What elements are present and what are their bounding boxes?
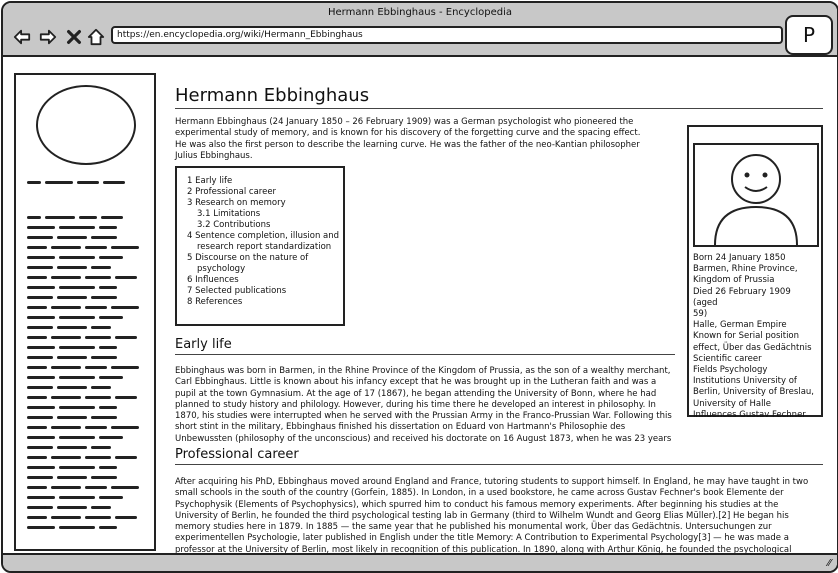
sidebar-scribble [99, 436, 123, 439]
sidebar-scribble [27, 366, 47, 369]
sidebar-scribble [27, 386, 53, 389]
sidebar-scribble [91, 446, 111, 449]
infobox-line: Kingdom of Prussia [693, 275, 775, 286]
sidebar-scribble [99, 376, 123, 379]
section-text-early-life: Ebbinghaus was born in Barmen, in the Rhine Province of the Kingdom of Prussia, as the son of a wealthy merchant, Carl Ebbinghaus. Little is known about his infancy except that he was brought up in the Lutheran faith and was a pupil at the town Gymnasium. At the age of 17 (1867), he began attending the University of Bonn, where he had planned to study history and philology. However, during his time there he developed an interest in philosophy. In 1870, his studies were interrupted when he served with the Prussian Army in the Franco-Prussian War. Following this short stint in the military, Ebbinghaus finished his dissertation on Eduard von Hartmann's Philosophie des Unbewussten (philosophy of the unconscious) and received his doctorate on 16 August 1873, when he was 23 years [175, 366, 672, 444]
sidebar-scribble [27, 316, 55, 319]
sidebar-scribble [27, 416, 53, 419]
toc-item[interactable]: 1 Early life [187, 176, 233, 186]
sidebar-scribble [91, 476, 117, 479]
sidebar-scribble [59, 496, 95, 499]
sidebar-scribble [59, 286, 95, 289]
sidebar-scribble [85, 396, 111, 399]
sidebar-scribble [27, 476, 53, 479]
sidebar-scribble [51, 336, 81, 339]
sidebar-scribble [27, 446, 53, 449]
sidebar-scribble [27, 296, 53, 299]
sidebar-scribble [85, 276, 111, 279]
toc-item[interactable]: 3 Research on memory [187, 198, 286, 208]
sidebar-scribble [57, 356, 87, 359]
sidebar-scribble [27, 516, 47, 519]
sidebar-scribble [27, 181, 41, 184]
sidebar-scribble [27, 266, 53, 269]
infobox-line: Known for Serial position [693, 331, 800, 342]
toc-item[interactable]: 2 Professional career [187, 187, 277, 197]
sidebar-scribble [91, 416, 117, 419]
sidebar-scribble [85, 486, 107, 489]
infobox-line: effect, Über das Gedächtnis [693, 342, 812, 353]
sidebar-scribble [27, 376, 55, 379]
resize-grip-icon[interactable]: ⁄⁄ [827, 558, 831, 569]
page-title: Hermann Ebbinghaus [175, 85, 823, 109]
sidebar-scribble [115, 516, 137, 519]
sidebar-scribble [51, 246, 81, 249]
home-icon[interactable] [87, 27, 105, 47]
sidebar-scribble [57, 506, 87, 509]
sidebar-scribble [59, 436, 95, 439]
section-heading-early-life: Early life [175, 337, 675, 355]
url-input[interactable]: https://en.encyclopedia.org/wiki/Hermann_Ebbinghaus [111, 26, 783, 44]
infobox-line: Scientific career [693, 353, 762, 364]
sidebar-scribble [85, 306, 107, 309]
sidebar-scribble [27, 506, 53, 509]
status-bar [3, 553, 837, 573]
sidebar-scribble [57, 326, 87, 329]
sidebar-scribble [91, 506, 111, 509]
sidebar-scribble [57, 386, 87, 389]
intro-paragraph: Hermann Ebbinghaus (24 January 1850 – 26 February 1909) was a German psychologist who pioneered the experimental study of memory, and is known for his discovery of the forgetting curve and the spacing effect. He was also the first person to describe the learning curve. He was the father of the neo-Kantian philosopher Julius Ebbinghaus. [175, 117, 641, 161]
sidebar-scribble [27, 246, 47, 249]
sidebar-scribble [27, 216, 41, 219]
infobox-line: Halle, German Empire [693, 320, 787, 331]
sidebar-scribble [59, 256, 95, 259]
sidebar-scribble [99, 466, 117, 469]
sidebar-scribble [99, 316, 123, 319]
sidebar-scribble [115, 336, 137, 339]
back-icon[interactable] [13, 27, 31, 47]
sidebar-scribble [27, 226, 55, 229]
sidebar-scribble [91, 356, 117, 359]
sidebar-scribble [99, 496, 123, 499]
sidebar-scribble [27, 526, 55, 529]
sidebar-scribble [85, 456, 111, 459]
sidebar-scribble [45, 216, 75, 219]
sidebar-scribble [103, 181, 125, 184]
sidebar-scribble [101, 216, 123, 219]
sidebar-scribble [99, 406, 117, 409]
sidebar-scribble [77, 181, 99, 184]
sidebar-scribble [115, 456, 137, 459]
browser-window [1, 1, 838, 573]
sidebar-scribble [27, 286, 55, 289]
toc-item[interactable]: 5 Discourse on the nature of [187, 253, 309, 263]
sidebar-scribble [115, 276, 137, 279]
sidebar-scribble [27, 486, 47, 489]
sidebar-scribble [99, 526, 117, 529]
sidebar-scribble [57, 476, 87, 479]
portrait-placeholder [693, 143, 819, 247]
sidebar-scribble [51, 516, 81, 519]
sidebar-scribble [59, 406, 95, 409]
infobox-line: Barmen, Rhine Province, [693, 264, 798, 275]
infobox-details [693, 253, 817, 421]
sidebar-scribble [27, 396, 47, 399]
toc-item[interactable]: 4 Sentence completion, illusion and [187, 231, 340, 241]
sidebar-scribble [51, 426, 81, 429]
sidebar-scribble [27, 456, 47, 459]
toc-item[interactable]: 3.2 Contributions [197, 220, 271, 230]
profile-button[interactable]: P [785, 15, 833, 55]
table-of-contents [175, 166, 345, 326]
infobox-line: Fields Psychology [693, 365, 768, 376]
sidebar-scribble [99, 346, 117, 349]
sidebar-scribble [51, 396, 81, 399]
toc-item[interactable]: 8 References [187, 297, 243, 307]
sidebar-scribble [27, 306, 47, 309]
sidebar-scribble [91, 236, 117, 239]
toc-item[interactable]: 6 Influences [187, 275, 239, 285]
sidebar-scribble [85, 426, 107, 429]
sidebar-scribble [51, 456, 81, 459]
page-content [3, 57, 837, 553]
sidebar-scribble [57, 416, 87, 419]
sidebar-scribble [51, 366, 81, 369]
sidebar-scribble [27, 256, 55, 259]
sidebar-scribble [27, 346, 55, 349]
toc-item[interactable]: 3.1 Limitations [197, 209, 261, 219]
sidebar-scribble [59, 226, 95, 229]
sidebar-scribble [111, 366, 139, 369]
infobox [687, 125, 823, 420]
sidebar-scribble [27, 276, 47, 279]
infobox-line: Berlin, University of Breslau, [693, 387, 815, 398]
sidebar-scribble [111, 246, 139, 249]
sidebar-scribble [27, 426, 47, 429]
sidebar-scribble [85, 336, 111, 339]
sidebar-scribble [91, 386, 111, 389]
infobox-line: Influences Gustav Fechner [693, 409, 806, 420]
person-icon [695, 145, 817, 245]
browser-toolbar [3, 23, 837, 57]
sidebar-scribble [91, 296, 117, 299]
infobox-line: 59) [693, 309, 708, 320]
sidebar [14, 73, 156, 551]
sidebar-scribble [51, 276, 81, 279]
sidebar-scribble [51, 306, 81, 309]
sidebar-scribble [59, 466, 95, 469]
sidebar-scribble [45, 181, 73, 184]
sidebar-scribble [85, 366, 107, 369]
toc-item[interactable]: research report standardization [197, 242, 332, 252]
sidebar-scribble [59, 526, 95, 529]
infobox-line: Born 24 January 1850 [693, 253, 786, 263]
infobox-line: Institutions University of [693, 376, 797, 387]
sidebar-scribble [59, 376, 95, 379]
sidebar-scribble [79, 216, 97, 219]
sidebar-scribble [91, 326, 111, 329]
sidebar-scribble [59, 316, 95, 319]
section-heading-professional-career: Professional career [175, 447, 823, 465]
sidebar-scribble [27, 466, 55, 469]
sidebar-scribble [27, 236, 53, 239]
forward-icon[interactable] [39, 27, 57, 47]
sidebar-scribble [57, 236, 87, 239]
sidebar-scribble [57, 296, 87, 299]
sidebar-scribble [27, 336, 47, 339]
toc-item[interactable]: psychology [197, 264, 246, 274]
sidebar-scribble [85, 246, 107, 249]
sidebar-scribble [99, 256, 123, 259]
sidebar-scribble [59, 346, 95, 349]
sidebar-scribble [27, 406, 55, 409]
sidebar-scribble [27, 436, 55, 439]
toc-item[interactable]: 7 Selected publications [187, 286, 287, 296]
stop-icon[interactable] [65, 27, 83, 47]
sidebar-scribble [115, 396, 137, 399]
sidebar-scribble [111, 426, 139, 429]
sidebar-scribble [57, 266, 87, 269]
sidebar-scribble [99, 286, 117, 289]
section-text-professional-career: After acquiring his PhD, Ebbinghaus moved around England and France, tutoring students to support himself. In England, he may have taught in two small schools in the south of the country (Gorfein, 1885). In London, in a used bookstore, he came across Gustav Fechner's book Elemente der Psychophysik (Elements of Psychophysics), which spurred him to conduct his famous memory experiments. After beginning his studies at the University of Berlin, he founded the third psychological testing lab in Germany (third to Wilhelm Wundt and Georg Elias Müller).[2] He began his memory studies here in 1879. In 1885 — the same year that he published his monumental work, Über das Gedächtnis. Untersuchungen zur experimentellen Psychologie, later published in English under the title Memory: A Contribution to Experimental Psychology[3] — he was made a professor at the University of Berlin, most likely in recognition of this publication. In 1890, along with Arthur König, he founded the psychological [175, 477, 809, 553]
sidebar-scribble [111, 306, 139, 309]
infobox-line: University of Halle [693, 398, 772, 409]
sidebar-scribble [111, 486, 139, 489]
sidebar-scribble [99, 226, 117, 229]
window-title: Hermann Ebbinghaus - Encyclopedia [3, 3, 837, 23]
infobox-line: Died 26 February 1909 (aged [693, 286, 791, 308]
site-logo [36, 85, 136, 165]
sidebar-scribble [27, 356, 53, 359]
sidebar-scribble [27, 496, 55, 499]
sidebar-scribble [51, 486, 81, 489]
sidebar-scribble [91, 266, 111, 269]
sidebar-scribble [85, 516, 111, 519]
sidebar-scribble [57, 446, 87, 449]
sidebar-scribble [27, 326, 53, 329]
